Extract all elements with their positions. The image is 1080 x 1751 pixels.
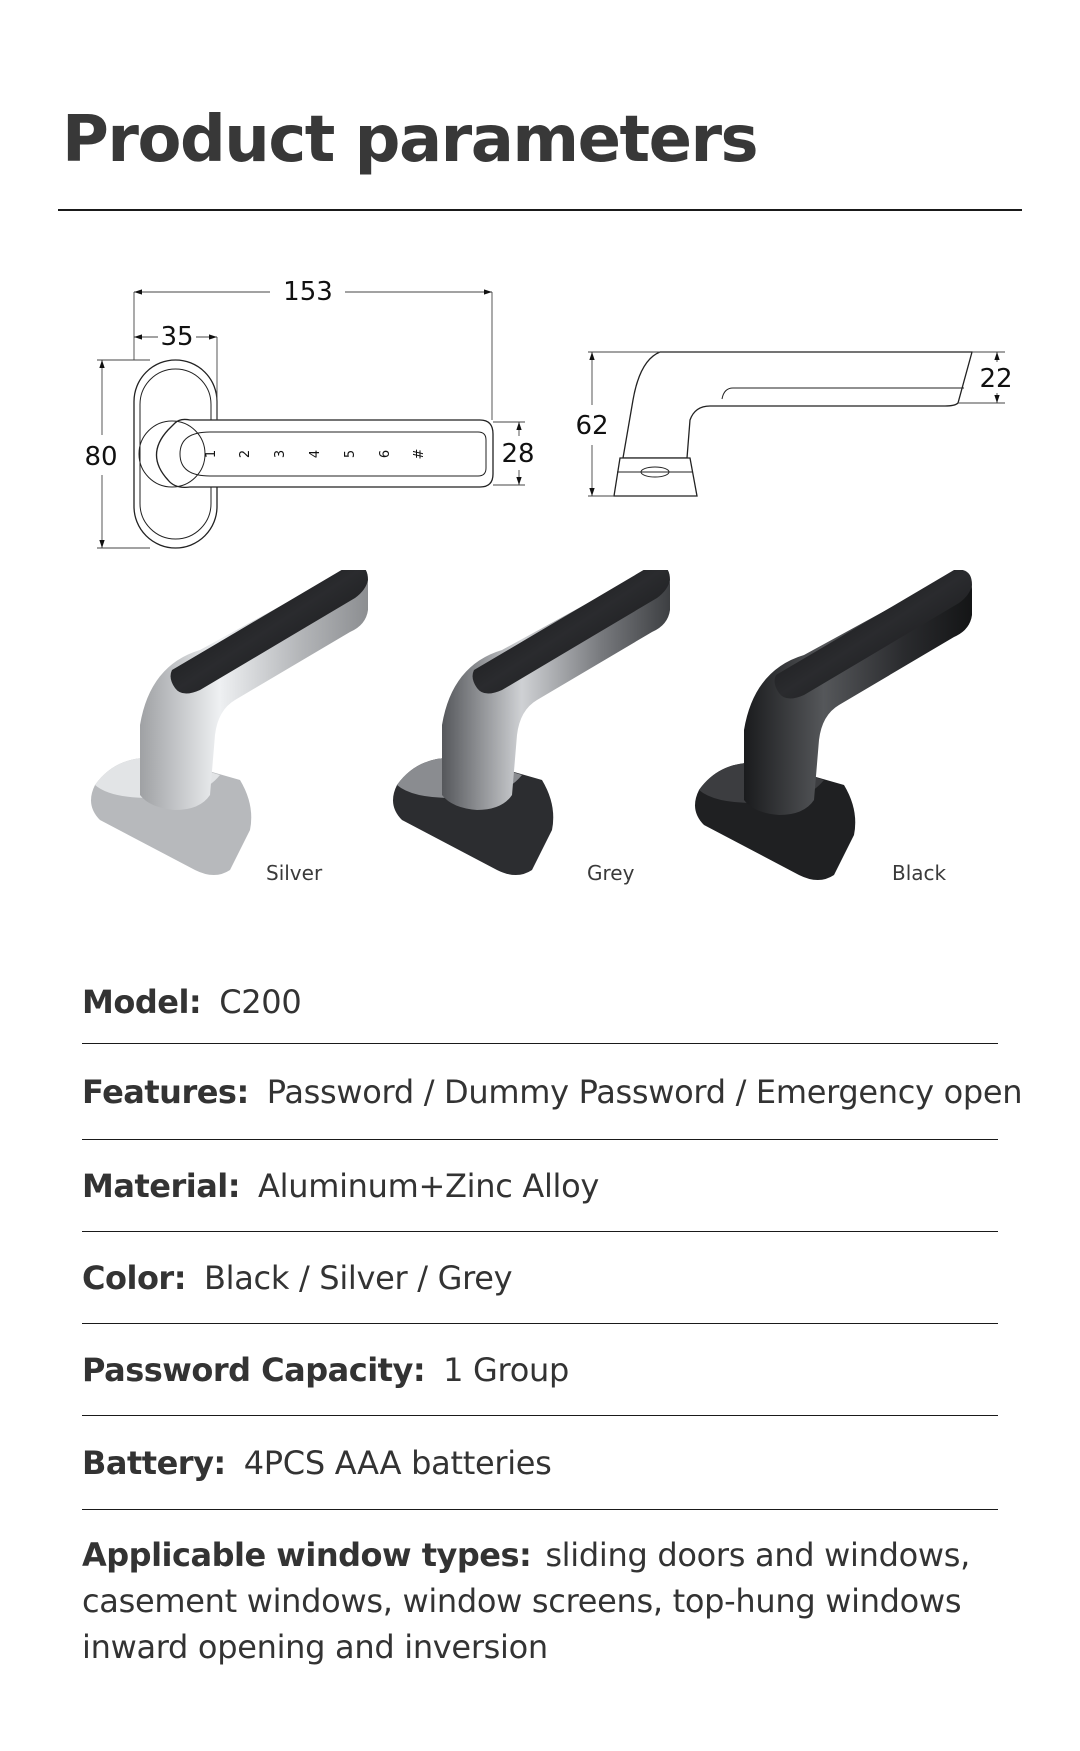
spec-value: Password / Dummy Password / Emergency open xyxy=(266,1072,1023,1111)
dim-lever-thickness: 22 xyxy=(979,364,1013,394)
variant-label-black: Black xyxy=(892,861,947,885)
spec-key: Battery: xyxy=(82,1443,226,1482)
spec-value: 1 Group xyxy=(443,1350,569,1389)
variant-label-silver: Silver xyxy=(266,861,323,885)
spec-row-features xyxy=(82,1044,1023,1140)
dim-overall-length: 153 xyxy=(283,277,333,307)
spec-row-battery xyxy=(82,1416,998,1510)
spec-value: Aluminum+Zinc Alloy xyxy=(258,1166,600,1205)
grey-handle-image xyxy=(393,570,670,875)
side-view xyxy=(588,352,1005,496)
svg-text:1: 1 xyxy=(204,449,219,459)
spec-list xyxy=(82,960,1023,1670)
spec-value: Black / Silver / Grey xyxy=(204,1258,513,1297)
spec-key: Password Capacity: xyxy=(82,1350,426,1389)
spec-key: Features: xyxy=(82,1072,249,1111)
page-title: Product parameters xyxy=(62,103,758,177)
color-variants xyxy=(0,570,1080,900)
spec-row-model xyxy=(82,960,998,1044)
spec-value: sliding doors and windows, casement windows, window screens, top-hung windows inward opening and inversion xyxy=(82,1536,971,1666)
spec-row-color xyxy=(82,1232,998,1324)
silver-handle-image xyxy=(91,570,368,875)
dim-total-height: 62 xyxy=(575,411,609,441)
dim-lever-height: 28 xyxy=(501,439,535,469)
spec-key: Material: xyxy=(82,1166,241,1205)
title-divider xyxy=(58,209,1022,211)
spec-key: Applicable window types: xyxy=(82,1536,532,1574)
black-handle-image xyxy=(695,570,972,880)
svg-text:#: # xyxy=(412,448,427,460)
spec-value: C200 xyxy=(219,982,302,1021)
spec-row-applicable-window-types xyxy=(82,1510,1022,1670)
svg-text:4: 4 xyxy=(308,449,323,459)
svg-text:3: 3 xyxy=(273,449,288,459)
dim-rosette-height: 80 xyxy=(84,442,118,472)
dimension-drawing xyxy=(0,250,1080,570)
spec-row-password-capacity xyxy=(82,1324,998,1416)
dim-rosette-width: 35 xyxy=(160,322,194,352)
svg-text:6: 6 xyxy=(378,449,393,459)
spec-value: 4PCS AAA batteries xyxy=(243,1443,552,1482)
svg-text:5: 5 xyxy=(343,449,358,459)
spec-key: Color: xyxy=(82,1258,186,1297)
variant-label-grey: Grey xyxy=(587,861,635,885)
spec-row-material xyxy=(82,1140,998,1232)
svg-text:2: 2 xyxy=(238,449,253,459)
spec-key: Model: xyxy=(82,982,202,1021)
